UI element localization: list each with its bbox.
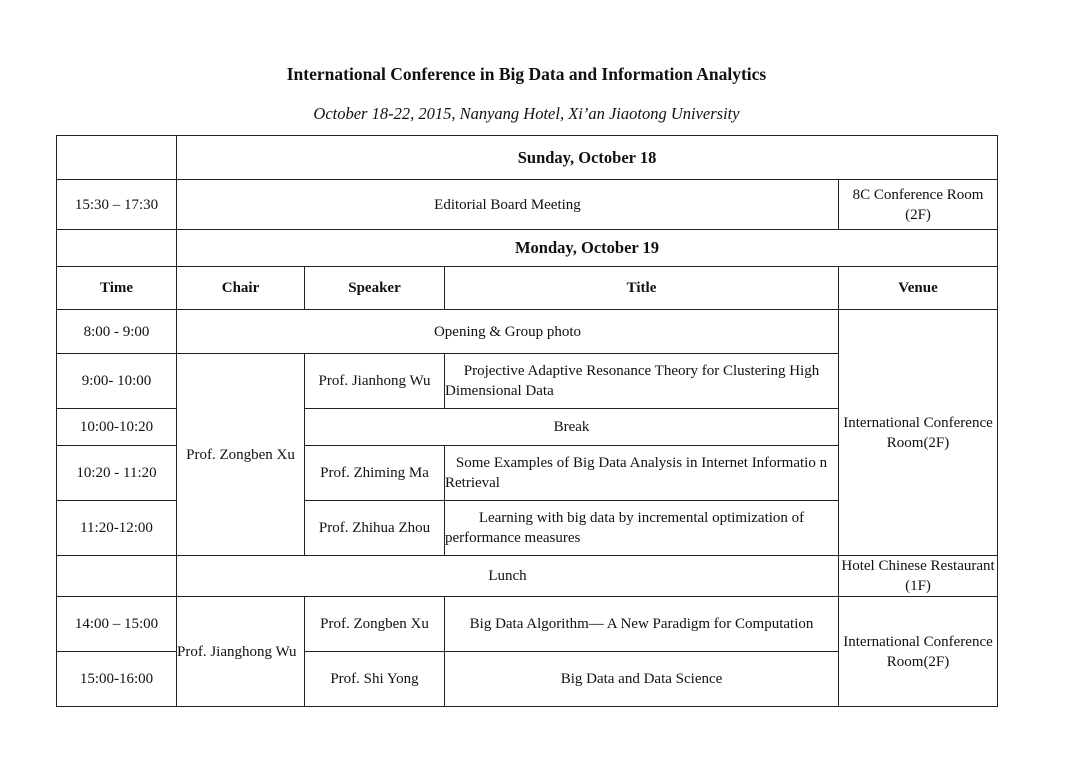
event-cell: Lunch	[177, 556, 839, 597]
talk-title-cell: Big Data and Data Science	[445, 652, 839, 707]
column-header-chair: Chair	[177, 267, 305, 310]
time-cell: 10:00-10:20	[57, 409, 177, 446]
venue-cell: International Conference Room(2F)	[839, 597, 998, 707]
empty-cell	[57, 230, 177, 267]
venue-cell: International Conference Room(2F)	[839, 310, 998, 556]
speaker-cell: Prof. Shi Yong	[305, 652, 445, 707]
column-header-time: Time	[57, 267, 177, 310]
day-heading-monday: Monday, October 19	[177, 230, 998, 267]
column-header-speaker: Speaker	[305, 267, 445, 310]
talk-title-cell: Some Examples of Big Data Analysis in Internet Informatio n Retrieval	[445, 446, 839, 501]
column-header-title: Title	[445, 267, 839, 310]
empty-cell	[57, 136, 177, 180]
table-row	[57, 310, 998, 354]
schedule-table	[56, 135, 998, 707]
venue-cell: Hotel Chinese Restaurant (1F)	[839, 556, 998, 597]
sunday-heading-row	[57, 136, 998, 180]
talk-title-cell: Projective Adaptive Resonance Theory for Clustering High Dimensional Data	[445, 354, 839, 409]
chair-cell: Prof. Jianghong Wu	[177, 597, 305, 707]
empty-cell	[57, 556, 177, 597]
time-cell: 14:00 – 15:00	[57, 597, 177, 652]
speaker-cell: Prof. Zongben Xu	[305, 597, 445, 652]
time-cell: 9:00- 10:00	[57, 354, 177, 409]
time-cell: 15:30 – 17:30	[57, 180, 177, 230]
document-title: International Conference in Big Data and Information Analytics	[286, 64, 767, 84]
chair-cell: Prof. Zongben Xu	[177, 354, 305, 556]
event-cell: Editorial Board Meeting	[177, 180, 839, 230]
column-header-venue: Venue	[839, 267, 998, 310]
speaker-cell: Prof. Jianhong Wu	[305, 354, 445, 409]
time-cell: 15:00-16:00	[57, 652, 177, 707]
speaker-cell: Prof. Zhihua Zhou	[305, 501, 445, 556]
table-row	[57, 597, 998, 652]
talk-title-cell: Big Data Algorithm— A New Paradigm for Computation	[445, 597, 839, 652]
venue-cell: 8C Conference Room (2F)	[839, 180, 998, 230]
time-cell: 10:20 - 11:20	[57, 446, 177, 501]
document-subtitle: October 18-22, 2015, Nanyang Hotel, Xi’an Jiaotong University	[313, 104, 740, 123]
table-row	[57, 556, 998, 597]
event-cell: Break	[305, 409, 839, 446]
day-heading-sunday: Sunday, October 18	[177, 136, 998, 180]
talk-title-cell: Learning with big data by incremental optimization of performance measures	[445, 501, 839, 556]
speaker-cell: Prof. Zhiming Ma	[305, 446, 445, 501]
time-cell: 8:00 - 9:00	[57, 310, 177, 354]
table-row	[57, 180, 998, 230]
header-row	[57, 267, 998, 310]
event-cell: Opening & Group photo	[177, 310, 839, 354]
monday-heading-row	[57, 230, 998, 267]
time-cell: 11:20-12:00	[57, 501, 177, 556]
